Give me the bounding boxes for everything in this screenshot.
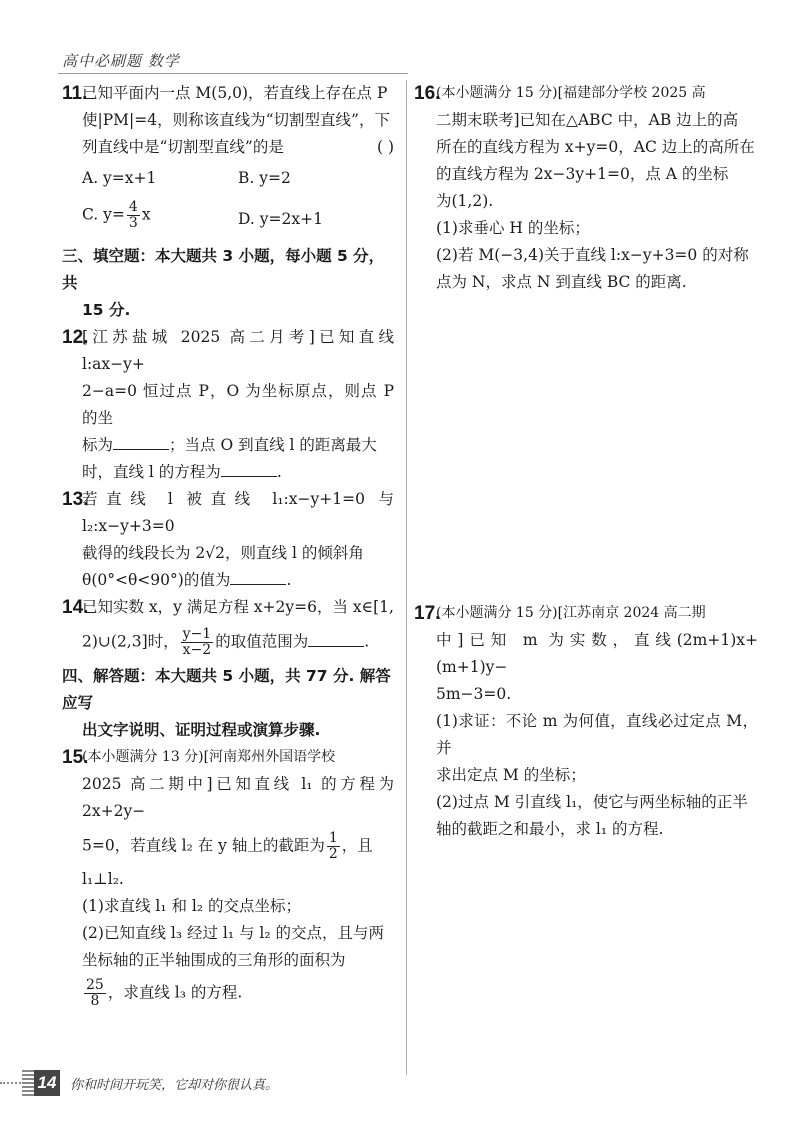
q14-line-2c: . <box>364 632 370 651</box>
q15-part-2c: ，求直线 l₃ 的方程. <box>107 983 243 1002</box>
answer-blank <box>221 462 277 477</box>
option-c-fraction <box>127 200 140 231</box>
q17-part-2a: (2)过点 M 引直线 l₁，使它与两坐标轴的正半 <box>436 793 748 811</box>
q15-line-3a: 5=0，若直线 l₂ 在 y 轴上的截距为 <box>82 836 325 855</box>
option-c-suffix: x <box>141 205 151 224</box>
q17-line-2: 中]已知 m 为实数，直线(2m+1)x+(m+1)y− <box>436 631 758 676</box>
q16-line-4: 的直线方程为 2x−3y+1=0，点 A 的坐标 <box>436 165 729 183</box>
option-b: B. y=2 <box>238 169 291 187</box>
question-number: 12. <box>62 327 89 348</box>
fraction-numerator: y−1 <box>182 626 212 642</box>
question-15 <box>62 744 394 1009</box>
q12-line-3a: 标为 <box>82 436 114 454</box>
question-14 <box>62 594 394 658</box>
section-4-line-1: 四、解答题：本大题共 5 小题，共 77 分. 解答应写 <box>62 667 391 712</box>
q16-part-2a: (2)若 M(−3,4)关于直线 l:x−y+3=0 的对称 <box>436 246 749 264</box>
footer-slogan: 你和时间开玩笑，它却对你很认真。 <box>70 1078 279 1093</box>
question-11 <box>62 80 394 238</box>
answer-blank <box>230 570 286 585</box>
question-16 <box>414 80 758 296</box>
question-number: 14. <box>62 597 89 618</box>
option-d: D. y=2x+1 <box>238 210 323 228</box>
q15-part-2a: (2)已知直线 l₃ 经过 l₁ 与 l₂ 的交点，且与两 <box>82 924 385 942</box>
running-header: 高中必刷题 数学 <box>62 52 180 70</box>
q17-part-1a: (1)求证：不论 m 为何值，直线必过定点 M，并 <box>436 712 758 757</box>
q12-line-1: [江苏盐城 2025 高二月考]已知直线 l:ax−y+ <box>82 328 394 373</box>
question-number: 17. <box>414 603 441 624</box>
q12-line-3b: ；当点 O 到直线 l 的距离最大 <box>169 436 377 454</box>
q12-line-2: 2−a=0 恒过点 P，O 为坐标原点，则点 P 的坐 <box>82 382 394 427</box>
fraction-numerator: 1 <box>328 830 338 846</box>
q16-part-2b: 点为 N，求点 N 到直线 BC 的距离. <box>436 273 687 291</box>
q15-line-2: 2025 高二期中]已知直线 l₁ 的方程为 2x+2y− <box>82 775 394 820</box>
question-number: 13. <box>62 489 89 510</box>
fraction-denominator: 8 <box>90 993 100 1009</box>
question-number: 16. <box>414 83 441 104</box>
header-rule <box>58 73 408 74</box>
q15-part-1: (1)求直线 l₁ 和 l₂ 的交点坐标； <box>82 897 302 915</box>
q15-line-3b: ，且 <box>341 836 373 855</box>
q14-line-2a: 2)∪(2,3]时， <box>82 632 179 651</box>
question-number: 15. <box>62 747 89 768</box>
question-13 <box>62 486 394 594</box>
section-3-heading <box>62 243 394 324</box>
fraction-numerator: 25 <box>86 977 104 993</box>
question-17 <box>414 600 758 843</box>
q13-line-3a: θ(0°<θ<90°)的值为 <box>82 571 231 589</box>
q15-part-2b: 坐标轴的正半轴围成的三角形的面积为 <box>82 951 346 969</box>
q16-line-2: 二期末联考]已知在△ABC 中，AB 边上的高 <box>436 111 739 129</box>
left-column <box>62 80 394 1009</box>
q17-part-2b: 轴的截距之和最小，求 l₁ 的方程. <box>436 820 664 838</box>
question-number: 11. <box>62 83 88 104</box>
q14-line-1: 已知实数 x，y 满足方程 x+2y=6，当 x∈[1, <box>82 598 394 616</box>
q14-fraction <box>181 627 214 658</box>
column-divider <box>406 80 407 1075</box>
answer-blank <box>308 632 364 647</box>
q16-line-1: (本小题满分 15 分)[福建部分学校 2025 高 <box>436 85 706 101</box>
q12-line-4b: . <box>276 463 282 481</box>
fraction-denominator: x−2 <box>182 642 212 658</box>
page-number-pattern <box>22 1070 34 1096</box>
right-column <box>414 80 758 843</box>
q13-line-1: 若直线 l 被直线 l₁:x−y+1=0 与 l₂:x−y+3=0 <box>82 490 394 535</box>
q15-line-4: l₁⊥l₂. <box>82 870 124 888</box>
section-4-heading <box>62 663 394 744</box>
section-4-line-2: 出文字说明、证明过程或演算步骤. <box>82 721 321 739</box>
option-a: A. y=x+1 <box>82 169 157 187</box>
answer-blank <box>113 435 169 450</box>
page-number: 14 <box>34 1070 60 1096</box>
fraction-denominator: 2 <box>328 846 338 862</box>
q15-fraction-1 <box>327 831 340 862</box>
q11-line-3: 列直线中是“切割型直线”的是 <box>82 138 284 156</box>
section-3-line-1: 三、填空题：本大题共 3 小题，每小题 5 分，共 <box>62 247 385 292</box>
q16-line-3: 所在的直线方程为 x+y=0，AC 边上的高所在 <box>436 138 755 156</box>
q15-line-1: (本小题满分 13 分)[河南郑州外国语学校 <box>82 749 336 765</box>
q11-line-2: 使|PM|=4，则称该直线为“切割型直线”，下 <box>82 111 390 129</box>
q17-part-1b: 求出定点 M 的坐标； <box>436 766 586 784</box>
q16-part-1: (1)求垂心 H 的坐标； <box>436 219 590 237</box>
q12-line-4a: 时，直线 l 的方程为 <box>82 463 221 481</box>
q15-fraction-2 <box>84 978 106 1009</box>
q13-line-3b: . <box>286 571 292 589</box>
q11-line-1: 已知平面内一点 M(5,0)，若直线上存在点 P <box>82 84 388 102</box>
fraction-numerator: 4 <box>128 199 138 215</box>
answer-paren: ( ) <box>376 138 394 156</box>
option-c-prefix: C. y= <box>82 205 125 224</box>
q17-line-1: (本小题满分 15 分)[江苏南京 2024 高二期 <box>436 605 706 621</box>
q13-line-2: 截得的线段长为 2√2，则直线 l 的倾斜角 <box>82 544 364 562</box>
question-12 <box>62 324 394 486</box>
q16-line-5: 为(1,2). <box>436 192 494 210</box>
fraction-denominator: 3 <box>128 215 138 231</box>
q17-line-3: 5m−3=0. <box>436 685 512 703</box>
option-c <box>82 200 238 238</box>
q14-line-2b: 的取值范围为 <box>215 632 309 651</box>
section-3-line-2: 15 分. <box>82 301 131 319</box>
